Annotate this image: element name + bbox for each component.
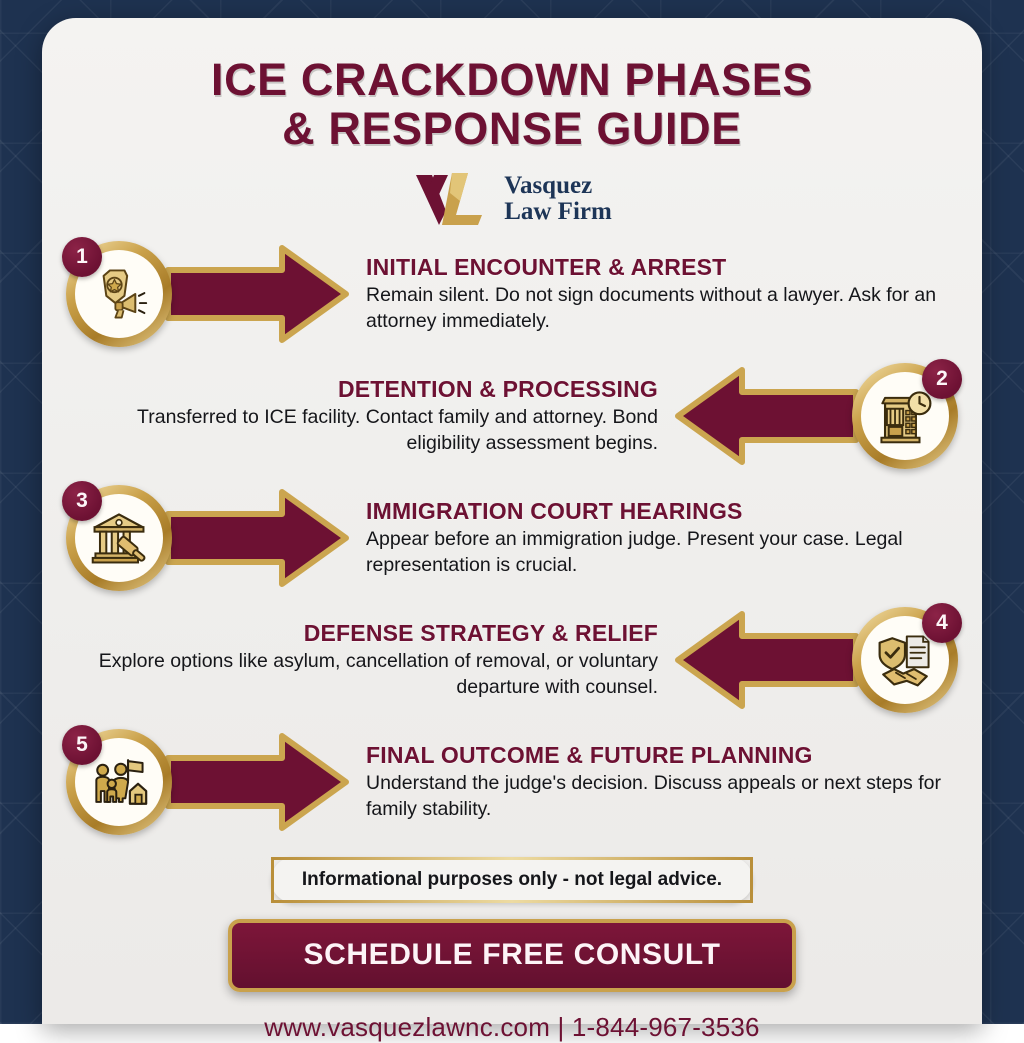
cta-row bbox=[42, 919, 982, 992]
step-3-text bbox=[352, 498, 964, 578]
step-5-title: FINAL OUTCOME & FUTURE PLANNING bbox=[366, 742, 813, 769]
step-5-text bbox=[352, 742, 964, 822]
family-flag-house-icon bbox=[90, 753, 148, 811]
steps-list bbox=[42, 233, 982, 843]
step-5-description: Understand the judge's decision. Discuss appeals or next steps for family stability. bbox=[366, 772, 941, 820]
step-3-number-badge: 3 bbox=[62, 481, 102, 521]
arrow-right-icon bbox=[162, 484, 352, 592]
detention-building-clock-icon bbox=[876, 387, 934, 445]
step-1-arrow bbox=[162, 240, 352, 348]
step-3-title: IMMIGRATION COURT HEARINGS bbox=[366, 498, 743, 525]
step-row-4 bbox=[42, 599, 982, 721]
step-5-icon-col bbox=[60, 723, 178, 841]
step-1-icon-col bbox=[60, 235, 178, 353]
arrow-left-icon bbox=[672, 362, 862, 470]
step-1-number-badge: 1 bbox=[62, 237, 102, 277]
brand-name-line-1: Vasquez bbox=[504, 171, 593, 199]
step-1-text bbox=[352, 254, 964, 334]
step-5-number-badge: 5 bbox=[62, 725, 102, 765]
step-1-description: Remain silent. Do not sign documents without a lawyer. Ask for an attorney immediately. bbox=[366, 284, 937, 332]
step-row-5 bbox=[42, 721, 982, 843]
step-2-text bbox=[60, 376, 672, 456]
step-4-text bbox=[60, 620, 672, 700]
step-4-title: DEFENSE STRATEGY & RELIEF bbox=[303, 620, 658, 647]
arrow-right-icon bbox=[162, 240, 352, 348]
contact-info[interactable]: www.vasquezlawnc.com | 1-844-967-3536 bbox=[264, 1012, 760, 1043]
step-2-title: DETENTION & PROCESSING bbox=[337, 376, 658, 403]
step-row-3 bbox=[42, 477, 982, 599]
step-3-icon-col bbox=[60, 479, 178, 597]
courthouse-gavel-icon bbox=[90, 509, 148, 567]
vl-monogram-icon bbox=[412, 171, 490, 227]
step-2-number-badge: 2 bbox=[922, 359, 962, 399]
disclaimer-row bbox=[42, 857, 982, 903]
step-4-number-badge: 4 bbox=[922, 603, 962, 643]
step-5-arrow bbox=[162, 728, 352, 836]
brand-name bbox=[504, 173, 612, 226]
page-title-line-2: & RESPONSE GUIDE bbox=[282, 102, 742, 154]
brand-name-line-2: Law Firm bbox=[504, 198, 612, 226]
step-row-2 bbox=[42, 355, 982, 477]
arrow-left-icon bbox=[672, 606, 862, 714]
step-1-title: INITIAL ENCOUNTER & ARREST bbox=[366, 254, 727, 281]
step-4-description: Explore options like asylum, cancellation of removal, or voluntary departure with counsel. bbox=[98, 650, 658, 698]
arrow-right-icon bbox=[162, 728, 352, 836]
step-2-description: Transferred to ICE facility. Contact family and attorney. Bond eligibility assessment begins. bbox=[137, 406, 658, 454]
step-3-arrow bbox=[162, 484, 352, 592]
schedule-free-consult-button[interactable]: SCHEDULE FREE CONSULT bbox=[228, 919, 796, 992]
page-title bbox=[42, 18, 982, 153]
step-row-1 bbox=[42, 233, 982, 355]
shield-document-handshake-icon bbox=[876, 631, 934, 689]
police-badge-megaphone-icon bbox=[90, 265, 148, 323]
step-2-icon-col bbox=[846, 357, 964, 475]
step-2-arrow bbox=[672, 362, 862, 470]
page-title-line-1: ICE CRACKDOWN PHASES bbox=[210, 54, 814, 105]
infographic-card bbox=[42, 18, 982, 1043]
step-4-arrow bbox=[672, 606, 862, 714]
step-4-icon-col bbox=[846, 601, 964, 719]
disclaimer-badge: Informational purposes only - not legal advice. bbox=[271, 857, 753, 903]
brand-logo bbox=[42, 171, 982, 227]
step-3-description: Appear before an immigration judge. Present your case. Legal representation is crucial. bbox=[366, 528, 903, 576]
